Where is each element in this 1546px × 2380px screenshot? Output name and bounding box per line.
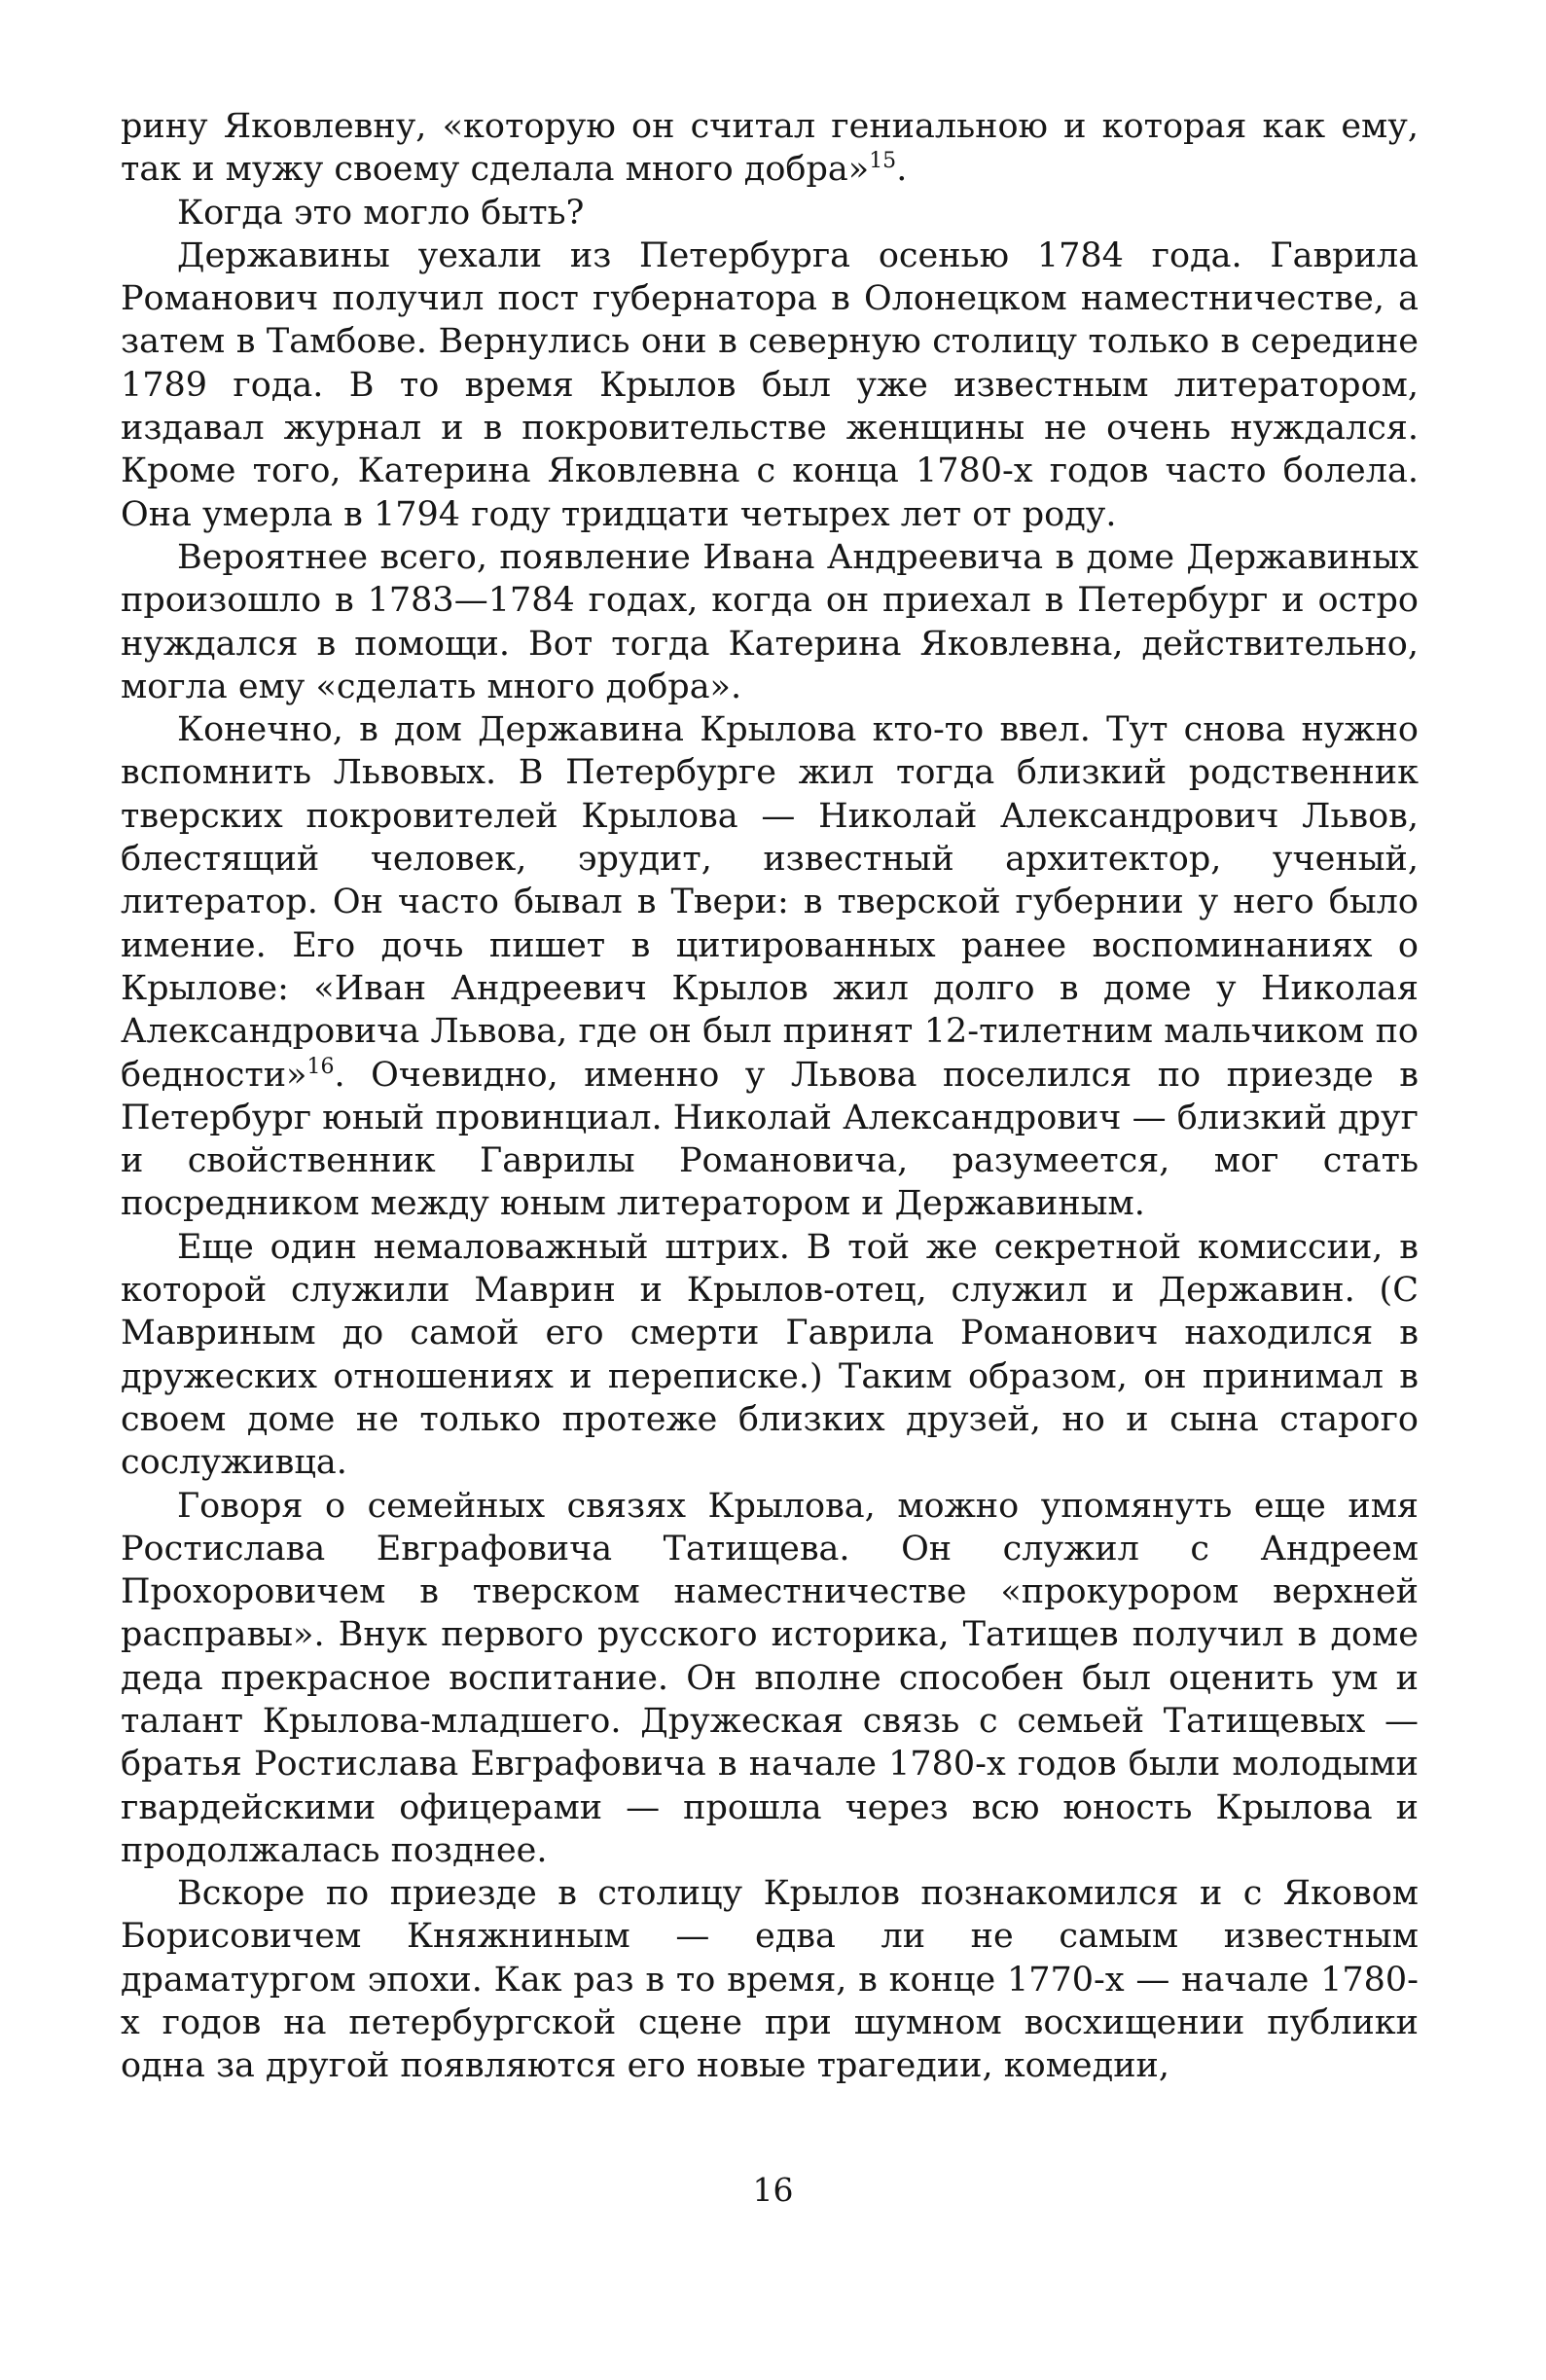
page-number: 16 [752, 2171, 794, 2209]
paragraph-3 [121, 234, 1419, 536]
paragraph-2 [121, 192, 1419, 234]
paragraph-4 [121, 536, 1419, 708]
paragraph-5 [121, 708, 1419, 1226]
footnote-ref-16: 16 [306, 1054, 335, 1079]
text-run: Когда это могло быть? [177, 193, 585, 233]
text-run: рину Яковлевну, «которую он считал гениальною и которая как ему, так и мужу своему сделала много добра» [121, 107, 1419, 190]
text-run: . Очевидно, именно у Львова поселился по приезде в Петербург юный провинциал. Николай Александрович — близкий друг и свойственник Гаврилы Романовича, разумеется, мог стать посредником между юным литератором и Державиным. [121, 1055, 1419, 1224]
paragraph-8 [121, 1872, 1419, 2087]
footnote-ref-15: 15 [869, 149, 897, 174]
text-run: Державины уехали из Петербурга осенью 1784 года. Гаврила Романович получил пост губернатора в Олонецком наместничестве, а затем в Тамбове. Вернулись они в северную столицу только в середине 1789 года. В то время Крылов был уже известным литератором, издавал журнал и в покровительстве женщины не очень нуждался. Кроме того, Катерина Яковлевна с конца 1780-х годов часто болела. Она умерла в 1794 году тридцати четырех лет от роду. [121, 235, 1419, 534]
text-run: . [896, 150, 908, 190]
text-run: Говоря о семейных связях Крылова, можно упомянуть еще имя Ростислава Евграфовича Татищева. Он служил с Андреем Прохоровичем в тверском наместничестве «прокурором верхней расправы». Внук первого русского историка, Татищев получил в доме деда прекрасное воспитание. Он вполне способен был оценить ум и талант Крылова-младшего. Дружеская связь с семьей Татищевых — братья Ростислава Евграфовича в начале 1780-х годов были молодыми гвардейскими офицерами — прошла через всю юность Крылова и продолжалась позднее. [121, 1486, 1419, 1870]
paragraph-1 [121, 105, 1419, 192]
text-run: Конечно, в дом Державина Крылова кто-то ввел. Тут снова нужно вспомнить Львовых. В Петербурге жил тогда близкий родственник тверских покровителей Крылова — Николай Александрович Львов, блестящий человек, эрудит, известный архитектор, ученый, литератор. Он часто бывал в Твери: в тверской губернии у него было имение. Его дочь пишет в цитированных ранее воспоминаниях о Крылове: «Иван Андреевич Крылов жил долго в доме у Николая Александровича Львова, где он был принят 12-тилетним мальчиком по бедности» [121, 710, 1419, 1095]
text-run: Вскоре по приезде в столицу Крылов познакомился и с Яковом Борисовичем Княжниным — едва ли не самым известным драматургом эпохи. Как раз в то время, в конце 1770-х — начале 1780-х годов на петербургской сцене при шумном восхищении публики одна за другой появляются его новые трагедии, комедии, [121, 1874, 1419, 2086]
text-run: Еще один немаловажный штрих. В той же секретной комиссии, в которой служили Маврин и Крылов-отец, служил и Державин. (С Мавриным до самой его смерти Гаврила Романович находился в дружеских отношениях и переписке.) Таким образом, он принимал в своем доме не только протеже близких друзей, но и сына старого сослуживца. [121, 1227, 1419, 1483]
paragraph-7 [121, 1485, 1419, 1873]
page-text [121, 105, 1419, 2088]
text-run: Вероятнее всего, появление Ивана Андреевича в доме Державиных произошло в 1783—1784 годах, когда он приехал в Петербург и остро нуждался в помощи. Вот тогда Катерина Яковлевна, действительно, могла ему «сделать много добра». [121, 537, 1419, 706]
paragraph-6 [121, 1226, 1419, 1485]
